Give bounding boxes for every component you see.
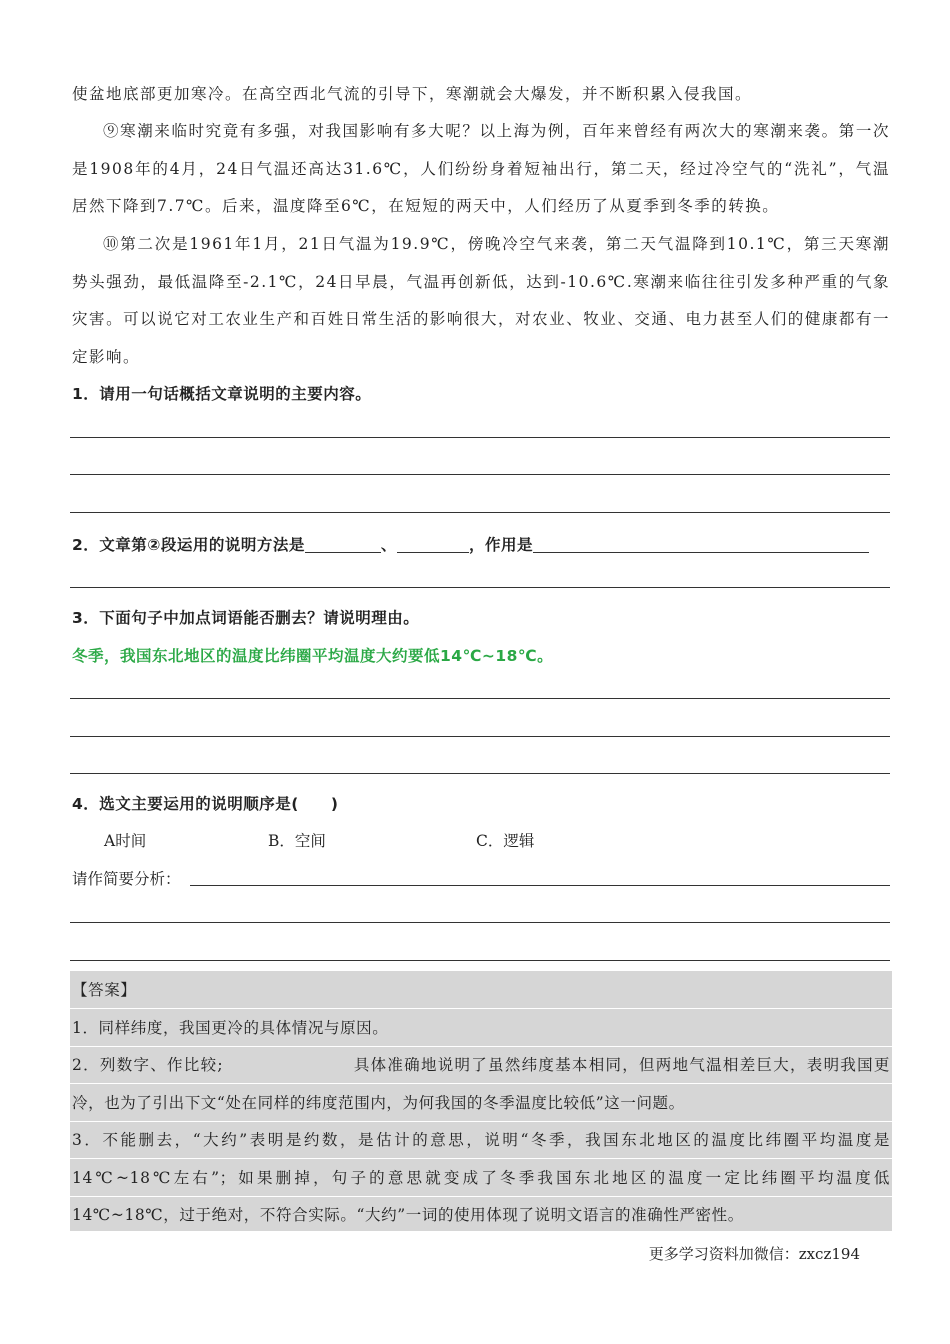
answer-line-q2-1[interactable] (70, 587, 890, 588)
q4-option-a[interactable]: A时间 (104, 832, 147, 850)
question-2-prefix: 2．文章第②段运用的说明方法是 (72, 536, 305, 554)
answer-1: 1．同样纬度，我国更冷的具体情况与原因。 (72, 1019, 389, 1037)
answer-3: 3．不能删去，“大约”表明是约数，是估计的意思，说明“冬季，我国东北地区的温度比纬圈平均温度是14℃~18℃左右”；如果删掉，句子的意思就变成了冬季我国东北地区的温度一定比纬圈平均温度低14℃~18℃，过于绝对，不符合实际。“大约”一词的使用体现了说明文语言的准确性严密性。 (72, 1131, 890, 1224)
article-paragraph-9: ⑨寒潮来临时究竟有多强，对我国影响有多大呢？以上海为例，百年来曾经有两次大的寒潮来袭。第一次是1908年的4月，24日气温还高达31.6℃，人们纷纷身着短袖出行，第二天，经过冷空气的“洗礼”，气温居然下降到7.7℃。后来，温度降至6℃，在短短的两天中，人们经历了从夏季到冬季的转换。 (72, 122, 890, 215)
q2-blank-effect[interactable] (533, 552, 869, 553)
answer-line-q1-3[interactable] (70, 512, 890, 513)
question-4: 4．选文主要运用的说明顺序是( ) (72, 795, 339, 813)
q4-option-b[interactable]: B．空间 (268, 832, 326, 850)
answer-line-q4-2[interactable] (70, 922, 890, 923)
q4-option-c[interactable]: C．逻辑 (476, 832, 535, 850)
answer-line-q4-3[interactable] (70, 960, 890, 961)
article-paragraph-10: ⑩第二次是1961年1月，21日气温为19.9℃，傍晚冷空气来袭，第二天气温降到10.1℃，第三天寒潮势头强劲，最低温降至-2.1℃，24日早晨，气温再创新低，达到-10.6℃.寒潮来临往往引发多种严重的气象灾害。可以说它对工农业生产和百姓日常生活的影响很大，对农业、牧业、交通、电力甚至人们的健康都有一定影响。 (72, 235, 890, 366)
question-1: 1．请用一句话概括文章说明的主要内容。 (72, 385, 372, 403)
answer-2-head: 2．列数字、作比较; (72, 1056, 224, 1074)
answer-2 (72, 1047, 890, 1122)
answer-2-body: 具体准确地说明了虽然纬度基本相同，但两地气温相差巨大，表明我国更冷，也为了引出下文“处在同样的纬度范围内，为何我国的冬季温度比较低”这一问题。 (72, 1056, 890, 1112)
answer-line-q1-1[interactable] (70, 437, 890, 438)
question-3-sentence: 冬季，我国东北地区的温度比纬圈平均温度大约要低14℃~18℃。 (72, 647, 554, 665)
answer-header: 【答案】 (72, 981, 137, 999)
q2-blank-method-2[interactable] (397, 552, 469, 553)
answer-line-q1-2[interactable] (70, 474, 890, 475)
answer-line-q3-3[interactable] (70, 773, 890, 774)
question-3: 3．下面句子中加点词语能否删去？请说明理由。 (72, 609, 420, 627)
q2-blank-method-1[interactable] (305, 552, 381, 553)
article-paragraph-continued: 使盆地底部更加寒冷。在高空西北气流的引导下，寒潮就会大爆发，并不断积累入侵我国。 (72, 85, 753, 103)
answer-line-q3-2[interactable] (70, 736, 890, 737)
question-2-separator: 、 (380, 536, 397, 554)
question-2 (72, 533, 892, 555)
question-2-mid: ，作用是 (468, 536, 533, 554)
answer-line-q4-analysis[interactable] (190, 885, 890, 886)
footer-wechat-note: 更多学习资料加微信：zxcz194 (648, 1245, 860, 1263)
q4-analysis-label: 请作简要分析： (72, 870, 181, 888)
answer-line-q3-1[interactable] (70, 698, 890, 699)
